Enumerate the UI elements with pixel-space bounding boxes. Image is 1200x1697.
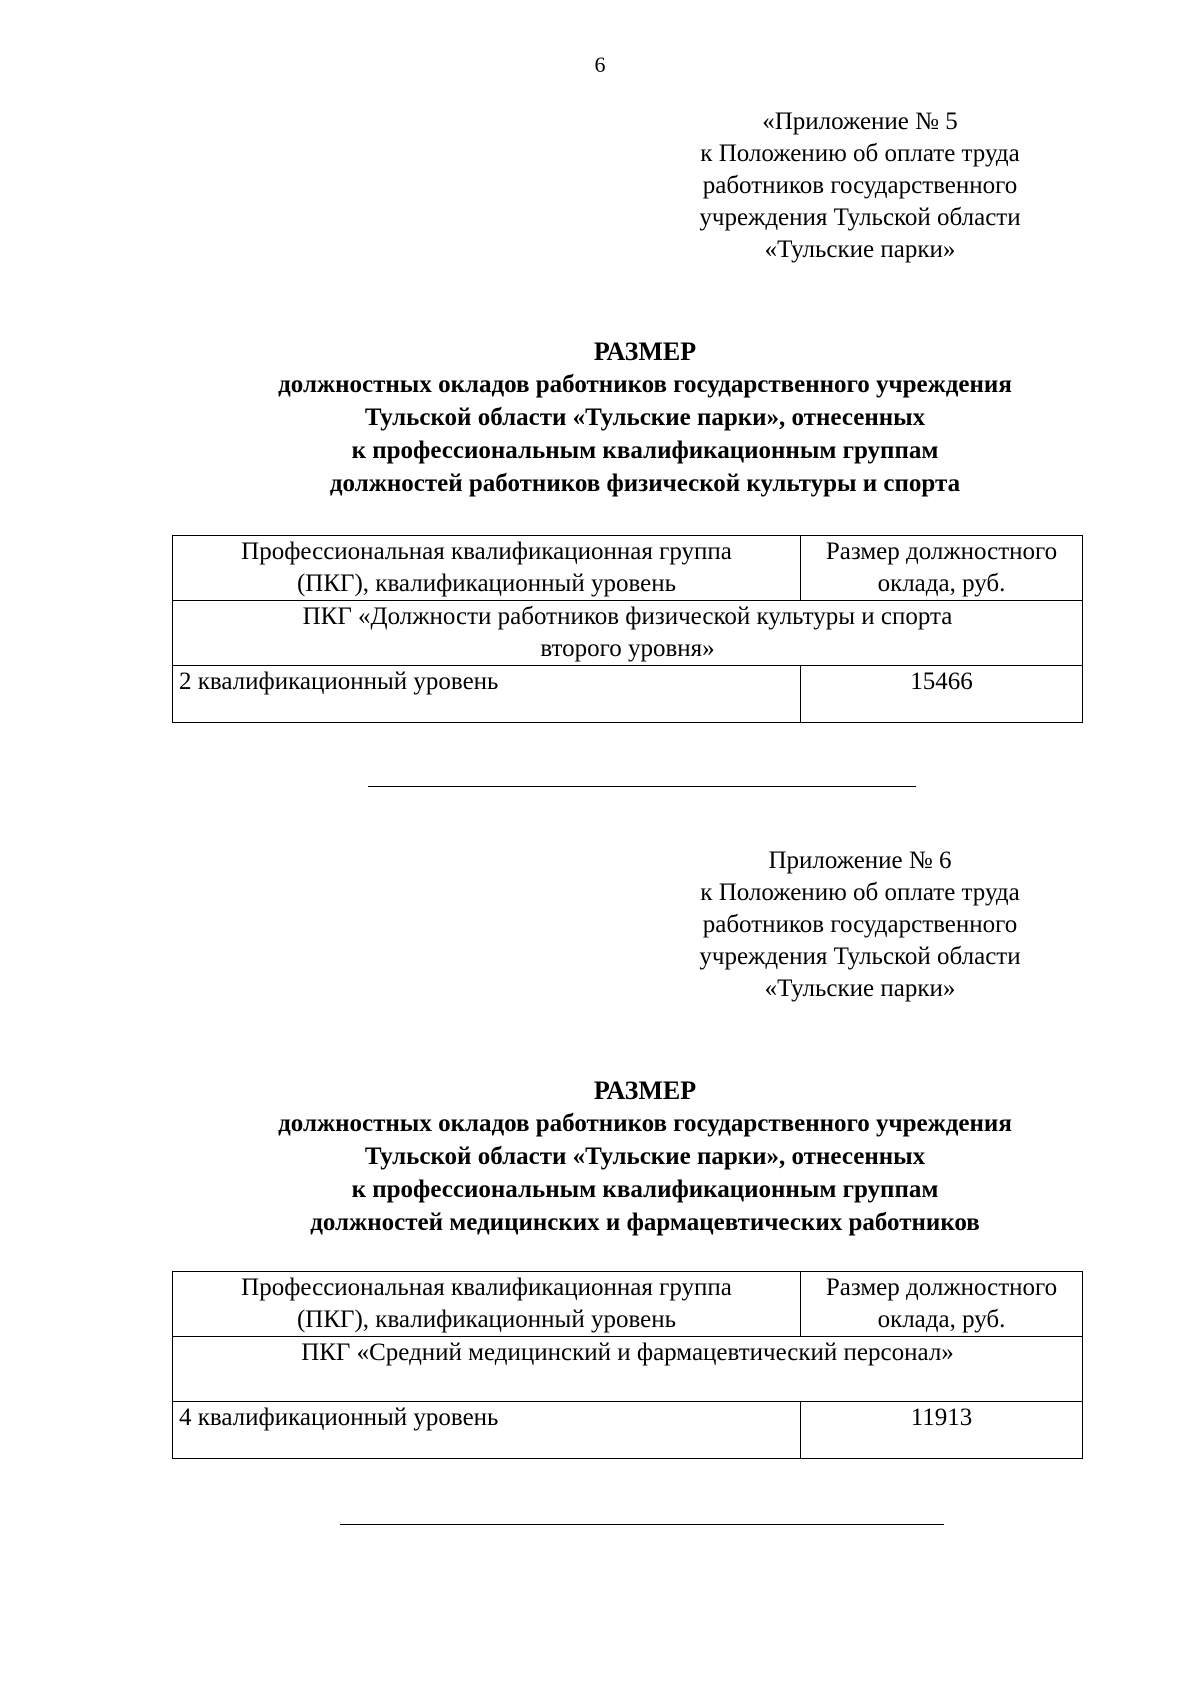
group-text: ПКГ «Средний медицинский и фармацевтический персонал» [301, 1339, 954, 1366]
header-cell-group [173, 1272, 801, 1337]
appendix-5-line: «Приложение № 5 [762, 108, 958, 135]
table-group-row [173, 601, 1083, 666]
heading-5-title: РАЗМЕР [593, 337, 697, 366]
header-cell-group [173, 536, 801, 601]
appendix-6-reference [660, 845, 1060, 1005]
heading-5-line: Тульской области «Тульские парки», отнесенных [364, 404, 926, 431]
header-text: Профессиональная квалификационная группа [241, 538, 732, 565]
appendix-6-line: Приложение № 6 [768, 847, 952, 874]
appendix-5-line: к Положению об оплате труда [700, 140, 1020, 167]
level-cell: 2 квалификационный уровень [173, 666, 801, 723]
level-cell: 4 квалификационный уровень [173, 1402, 801, 1459]
header-text: оклада, руб. [877, 570, 1006, 597]
heading-6-line: должностных окладов работников государственного учреждения [278, 1110, 1012, 1137]
heading-5 [130, 335, 1160, 500]
appendix-5-line: учреждения Тульской области [699, 204, 1021, 231]
appendix-5-line: «Тульские парки» [764, 236, 956, 263]
group-cell [173, 601, 1083, 666]
group-cell [173, 1337, 1083, 1402]
heading-5-line: должностных окладов работников государственного учреждения [278, 371, 1012, 398]
appendix-6-line: работников государственного [702, 911, 1018, 938]
heading-6 [130, 1074, 1160, 1239]
table-header-row [173, 1272, 1083, 1337]
appendix-6-line: к Положению об оплате труда [700, 879, 1020, 906]
divider-line [340, 1524, 944, 1525]
salary-table-6 [172, 1271, 1083, 1459]
table-header-row [173, 536, 1083, 601]
header-text: (ПКГ), квалификационный уровень [296, 1306, 677, 1333]
salary-table-5 [172, 535, 1083, 723]
group-text: ПКГ «Должности работников физической культуры и спорта [302, 603, 953, 630]
heading-6-title: РАЗМЕР [593, 1076, 697, 1105]
appendix-6-line: «Тульские парки» [764, 975, 956, 1002]
header-text: Размер должностного [825, 538, 1058, 565]
salary-cell: 11913 [801, 1402, 1083, 1459]
salary-cell: 15466 [801, 666, 1083, 723]
heading-6-line: должностей медицинских и фармацевтических работников [310, 1209, 980, 1236]
appendix-5-line: работников государственного [702, 172, 1018, 199]
page-number: 6 [594, 52, 606, 77]
appendix-6-line: учреждения Тульской области [699, 943, 1021, 970]
header-text: Профессиональная квалификационная группа [241, 1274, 732, 1301]
table-row [173, 666, 1083, 723]
heading-5-line: к профессиональным квалификационным группам [351, 437, 939, 464]
group-text: второго уровня» [540, 635, 715, 662]
heading-6-line: Тульской области «Тульские парки», отнесенных [364, 1143, 926, 1170]
header-text: оклада, руб. [877, 1306, 1006, 1333]
header-text: Размер должностного [825, 1274, 1058, 1301]
table-group-row [173, 1337, 1083, 1402]
heading-5-line: должностей работников физической культуры и спорта [329, 470, 961, 497]
header-cell-salary [801, 536, 1083, 601]
header-text: (ПКГ), квалификационный уровень [296, 570, 677, 597]
appendix-5-reference [660, 106, 1060, 266]
table-row [173, 1402, 1083, 1459]
divider-line [368, 786, 916, 787]
header-cell-salary [801, 1272, 1083, 1337]
heading-6-line: к профессиональным квалификационным группам [351, 1176, 939, 1203]
